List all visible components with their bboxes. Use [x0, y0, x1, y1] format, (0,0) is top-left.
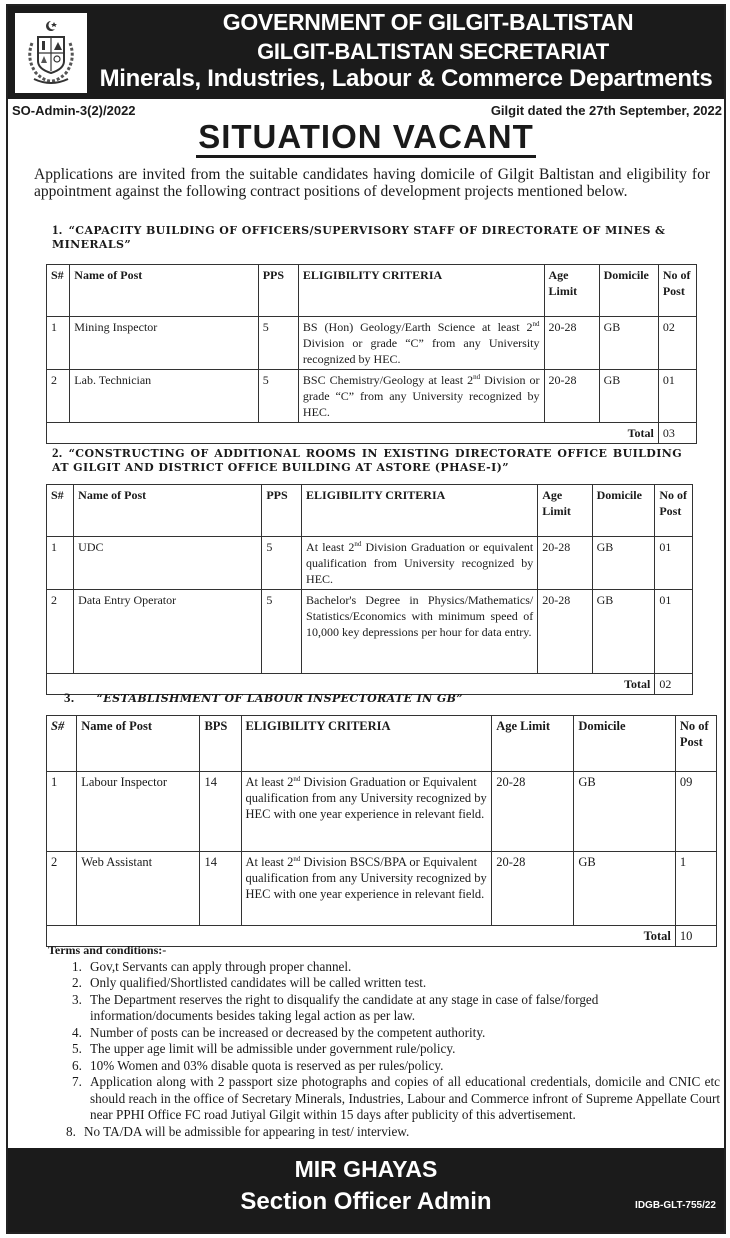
cell-sno: 1 [47, 317, 70, 370]
total-row [47, 423, 697, 444]
total-label: Total [47, 926, 676, 947]
section-number: 1. [52, 222, 63, 237]
header-banner [8, 6, 724, 99]
cell-count: 01 [655, 590, 693, 674]
header-department-title: Minerals, Industries, Labour & Commerce Departments [99, 65, 713, 92]
col-header-post: Name of Post [70, 265, 258, 317]
cell-scale: 14 [200, 852, 241, 926]
col-header-count: No of Post [655, 485, 693, 537]
cell-post: Lab. Technician [70, 370, 258, 423]
section-number: 3. [64, 690, 75, 705]
cell-post: Data Entry Operator [74, 590, 262, 674]
cell-sno: 2 [47, 370, 70, 423]
table-header-row [47, 716, 717, 772]
section-title: “ESTABLISHMENT OF LABOUR INSPECTORATE IN GB” [96, 692, 464, 705]
reference-number: SO-Admin-3(2)/2022 [12, 103, 136, 118]
cell-age: 20-28 [538, 537, 592, 590]
cell-age: 20-28 [538, 590, 592, 674]
cell-count: 1 [675, 852, 716, 926]
col-header-count: No of Post [658, 265, 696, 317]
cell-post: Labour Inspector [77, 772, 200, 852]
col-header-sno: S# [47, 716, 77, 772]
title-text: SITUATION VACANT [196, 119, 536, 158]
cell-count: 01 [658, 370, 696, 423]
cell-criteria: At least 2nd Division Graduation or equivalent qualification from University recognized by HEC. [302, 537, 538, 590]
table-row [47, 772, 717, 852]
cell-criteria: BSC Chemistry/Geology at least 2nd Division or grade “C” from any University recognized by HEC. [298, 370, 544, 423]
col-header-post: Name of Post [77, 716, 200, 772]
government-emblem-icon [15, 13, 87, 93]
cell-sno: 1 [47, 537, 74, 590]
section-1-heading [52, 223, 712, 252]
total-value: 03 [658, 423, 696, 444]
section-title: “CAPACITY BUILDING OF OFFICERS/SUPERVISORY STAFF OF DIRECTORATE OF MINES & MINERALS” [52, 224, 666, 251]
ad-code: IDGB-GLT-755/22 [635, 1200, 716, 1211]
posts-table-3 [46, 715, 717, 947]
term-item: 2. Only qualified/Shortlisted candidates will be called written test. [72, 975, 427, 990]
cell-domicile: GB [574, 852, 676, 926]
col-header-age: Age Limit [544, 265, 599, 317]
advertisement-page [6, 4, 726, 1234]
issue-date: Gilgit dated the 27th September, 2022 [490, 103, 722, 118]
table-row [47, 852, 717, 926]
term-item: 7. Application along with 2 passport size photographs and copies of all educational credentials, domicile and CNIC etc should reach in the office of Secretary Minerals, Industries, Labour and Commerce infront of Supreme Appellate Court near PPHI Office FC road Jutiyal Gilgit within 15 days after publicity of this advertisement. [72, 1074, 720, 1122]
cell-domicile: GB [592, 590, 655, 674]
section-3-heading [64, 691, 564, 706]
cell-criteria: Bachelor's Degree in Physics/Mathematics/ Statistics/Economics with minimum speed of 10,000 key depressions per hour for data entry. [302, 590, 538, 674]
col-header-sno: S# [47, 485, 74, 537]
total-value: 10 [675, 926, 716, 947]
cell-sno: 2 [47, 590, 74, 674]
page-title [8, 119, 724, 158]
col-header-criteria: ELIGIBILITY CRITERIA [298, 265, 544, 317]
table-row [47, 317, 697, 370]
cell-criteria: At least 2nd Division Graduation or Equivalent qualification from any University recognized by HEC with one year experience in relevant field. [241, 772, 492, 852]
term-item: 1. Gov,t Servants can apply through proper channel. [72, 958, 352, 974]
cell-scale: 5 [258, 370, 298, 423]
cell-scale: 5 [262, 590, 302, 674]
cell-age: 20-28 [544, 317, 599, 370]
col-header-count: No of Post [675, 716, 716, 772]
col-header-post: Name of Post [74, 485, 262, 537]
total-label: Total [47, 674, 655, 695]
total-label: Total [47, 423, 659, 444]
table-row [47, 370, 697, 423]
section-2-heading [52, 446, 682, 475]
reference-row [12, 103, 722, 118]
col-header-scale: PPS [258, 265, 298, 317]
footer-banner [8, 1148, 724, 1232]
term-item: 3. The Department reserves the right to disqualify the candidate at any stage in case of false/forged information/documents besides taking legal action as per law. [72, 991, 599, 1023]
cell-sno: 1 [47, 772, 77, 852]
cell-count: 02 [658, 317, 696, 370]
cell-domicile: GB [599, 370, 658, 423]
cell-post: Mining Inspector [70, 317, 258, 370]
section-number: 2. [52, 445, 63, 460]
table-header-row [47, 485, 693, 537]
col-header-domicile: Domicile [592, 485, 655, 537]
header-secretariat-title: GILGIT-BALTISTAN SECRETARIAT [257, 39, 609, 64]
intro-paragraph: Applications are invited from the suitable candidates having domicile of Gilgit Baltistan and eligibility for appointment against the following contract positions of development projects mentioned below. [34, 166, 710, 200]
col-header-domicile: Domicile [574, 716, 676, 772]
header-government-title: GOVERNMENT OF GILGIT-BALTISTAN [222, 9, 634, 35]
cell-count: 01 [655, 537, 693, 590]
col-header-age: Age Limit [538, 485, 592, 537]
cell-age: 20-28 [544, 370, 599, 423]
col-header-age: Age Limit [492, 716, 574, 772]
terms-and-conditions [48, 942, 720, 1140]
posts-table-2 [46, 484, 693, 695]
col-header-criteria: ELIGIBILITY CRITERIA [241, 716, 492, 772]
signatory-designation: Section Officer Admin [240, 1188, 492, 1215]
signatory-name: MIR GHAYAS [294, 1156, 438, 1182]
cell-criteria: At least 2nd Division BSCS/BPA or Equivalent qualification from any University recognized by HEC with one year experience in relevant field. [241, 852, 492, 926]
table-header-row [47, 265, 697, 317]
term-item: 6. 10% Women and 03% disable quota is reserved as per rules/policy. [72, 1057, 444, 1073]
cell-scale: 5 [262, 537, 302, 590]
term-item: 8. No TA/DA will be admissible for appearing in test/ interview. [66, 1123, 410, 1139]
cell-sno: 2 [47, 852, 77, 926]
cell-criteria: BS (Hon) Geology/Earth Science at least 2nd Division or grade “C” from any University recognized by HEC. [298, 317, 544, 370]
col-header-scale: PPS [262, 485, 302, 537]
cell-domicile: GB [574, 772, 676, 852]
table-row [47, 590, 693, 674]
col-header-sno: S# [47, 265, 70, 317]
section-title: “CONSTRUCTING OF ADDITIONAL ROOMS IN EXISTING DIRECTORATE OFFICE BUILDING AT GILGIT AND DISTRICT OFFICE BUILDING AT ASTORE (PHASE-I)” [52, 447, 682, 474]
cell-count: 09 [675, 772, 716, 852]
cell-age: 20-28 [492, 852, 574, 926]
term-item: 5. The upper age limit will be admissible under government rule/policy. [72, 1041, 456, 1056]
cell-post: Web Assistant [77, 852, 200, 926]
col-header-domicile: Domicile [599, 265, 658, 317]
cell-post: UDC [74, 537, 262, 590]
cell-scale: 5 [258, 317, 298, 370]
cell-scale: 14 [200, 772, 241, 852]
col-header-criteria: ELIGIBILITY CRITERIA [302, 485, 538, 537]
total-value: 02 [655, 674, 693, 695]
terms-title: Terms and conditions:- [48, 943, 167, 957]
cell-domicile: GB [599, 317, 658, 370]
term-item: 4. Number of posts can be increased or decreased by the competent authority. [72, 1024, 486, 1040]
cell-domicile: GB [592, 537, 655, 590]
posts-table-1 [46, 264, 697, 444]
col-header-scale: BPS [200, 716, 241, 772]
terms-list [66, 958, 720, 1141]
cell-age: 20-28 [492, 772, 574, 852]
table-row [47, 537, 693, 590]
